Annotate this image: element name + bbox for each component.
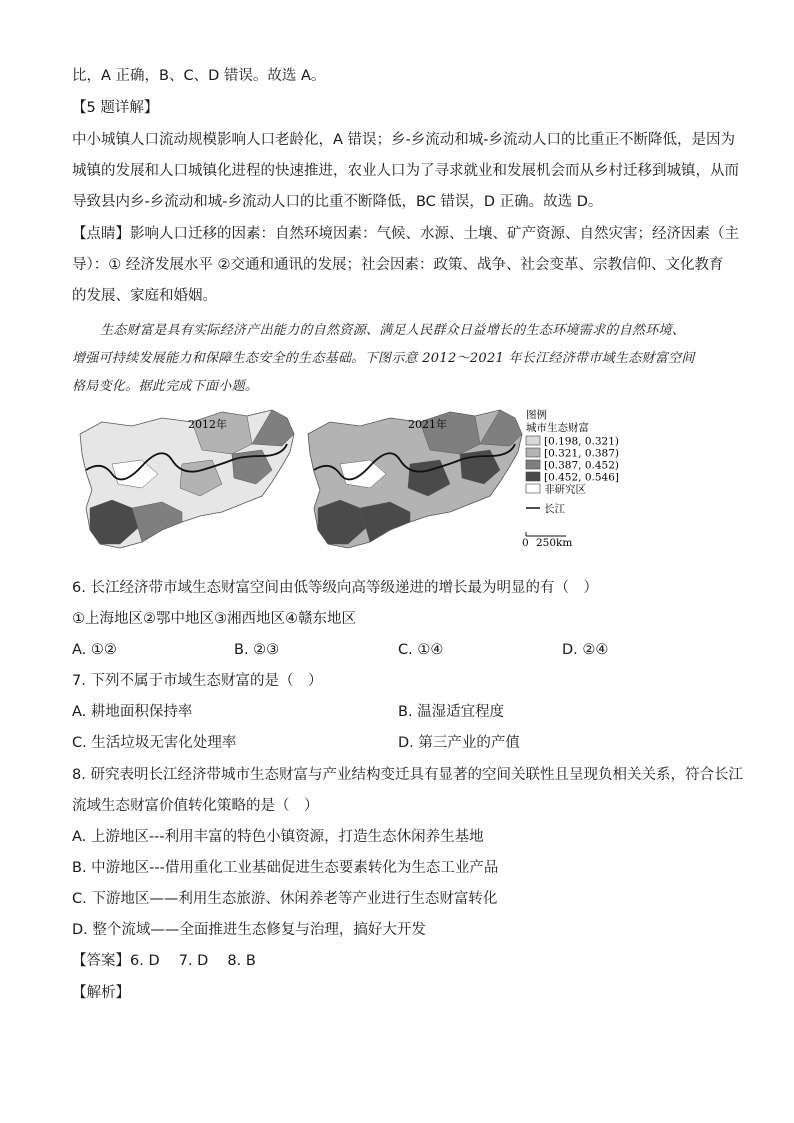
intro-line: 比，A 正确，B、C、D 错误。故选 A。 bbox=[72, 68, 326, 84]
q8-option-b: B. 中游地区---借用重化工业基础促进生态要素转化为生态工业产品 bbox=[72, 860, 499, 876]
legend-item-label: [0.387, 0.452) bbox=[544, 459, 619, 472]
q5-detail-heading: 【5 题详解】 bbox=[72, 100, 159, 116]
q8-option-a: A. 上游地区---利用丰富的特色小镇资源，打造生态休闲养生基地 bbox=[72, 829, 484, 845]
legend-swatch bbox=[526, 484, 540, 493]
q8-option-d: D. 整个流域——全面推进生态修复与治理，搞好大开发 bbox=[72, 922, 426, 938]
map-2012-label: 2012年 bbox=[188, 418, 227, 431]
passage-line: 增强可持续发展能力和保障生态安全的生态基础。下图示意 2012～2021 年长江经济带市域生态财富空间 bbox=[72, 351, 695, 366]
map-legend bbox=[522, 408, 619, 549]
answer-line: 【答案】6. D 7. D 8. B bbox=[72, 953, 256, 969]
legend-item-label: [0.198, 0.321) bbox=[544, 435, 619, 448]
tips-line: 导）：① 经济发展水平 ②交通和通讯的发展；社会因素：政策、战争、社会变革、宗教信仰、文化教育 bbox=[72, 257, 724, 273]
legend-swatch bbox=[526, 460, 540, 469]
map-2021 bbox=[308, 410, 522, 548]
map-2012 bbox=[80, 410, 294, 548]
legend-subtitle: 城市生态财富 bbox=[526, 422, 589, 434]
q5-detail-line: 导致县内乡-乡流动和城-乡流动人口的比重不断降低，BC 错误，D 正确。故选 D。 bbox=[72, 194, 603, 210]
q7-option-d: D. 第三产业的产值 bbox=[398, 735, 520, 751]
q8-stem-line: 8. 研究表明长江经济带城市生态财富与产业结构变迁具有显著的空间关联性且呈现负相关关系，符合长江 bbox=[72, 767, 743, 783]
ecological-wealth-figure bbox=[72, 404, 632, 554]
map-2021-label: 2021年 bbox=[408, 418, 447, 431]
legend-item-label: [0.452, 0.546] bbox=[544, 471, 619, 484]
q5-detail-line: 中小城镇人口流动规模影响人口老龄化，A 错误；乡-乡流动和城-乡流动人口的比重正不断降低，是因为 bbox=[72, 132, 735, 148]
q7-option-b: B. 温湿适宜程度 bbox=[398, 704, 505, 720]
q6-option-a: A. ①② bbox=[72, 642, 117, 658]
q7-option-a: A. 耕地面积保持率 bbox=[72, 704, 193, 720]
analysis-heading: 【解析】 bbox=[72, 985, 130, 1001]
q5-detail-line: 城镇的发展和人口城镇化进程的快速推进，农业人口为了寻求就业和发展机会而从乡村迁移到城镇，从而 bbox=[72, 163, 739, 179]
q6-stem: 6. 长江经济带市域生态财富空间由低等级向高等级递进的增长最为明显的有（ ） bbox=[72, 580, 598, 596]
q6-option-b: B. ②③ bbox=[234, 642, 280, 658]
q6-option-d: D. ②④ bbox=[562, 642, 609, 658]
tips-line: 【点睛】影响人口迁移的因素：自然环境因素：气候、水源、土壤、矿产资源、自然灾害；经济因素（主 bbox=[72, 226, 739, 242]
legend-swatch bbox=[526, 436, 540, 445]
passage-line: 生态财富是具有实际经济产出能力的自然资源、满足人民群众日益增长的生态环境需求的自然环境、 bbox=[100, 323, 686, 338]
legend-title: 图例 bbox=[526, 409, 547, 421]
q7-stem: 7. 下列不属于市域生态财富的是（ ） bbox=[72, 673, 323, 689]
scale-label: 250km bbox=[536, 537, 573, 549]
figure-svg bbox=[72, 404, 632, 554]
legend-river-label: 长江 bbox=[544, 503, 565, 515]
legend-swatch bbox=[526, 448, 540, 457]
legend-item-label: 非研究区 bbox=[544, 483, 586, 496]
legend-item-label: [0.321, 0.387) bbox=[544, 447, 619, 460]
q6-items: ①上海地区②鄂中地区③湘西地区④赣东地区 bbox=[72, 611, 356, 627]
scale-zero: 0 bbox=[522, 537, 529, 549]
q8-stem-line: 流域生态财富价值转化策略的是（ ） bbox=[72, 798, 319, 814]
passage-line: 格局变化。据此完成下面小题。 bbox=[72, 379, 259, 394]
q8-option-c: C. 下游地区——利用生态旅游、休闲养老等产业进行生态财富转化 bbox=[72, 891, 498, 907]
q6-option-c: C. ①④ bbox=[398, 642, 444, 658]
legend-swatch bbox=[526, 472, 540, 481]
q7-option-c: C. 生活垃圾无害化处理率 bbox=[72, 735, 237, 751]
tips-line: 的发展、家庭和婚姻。 bbox=[72, 288, 217, 304]
